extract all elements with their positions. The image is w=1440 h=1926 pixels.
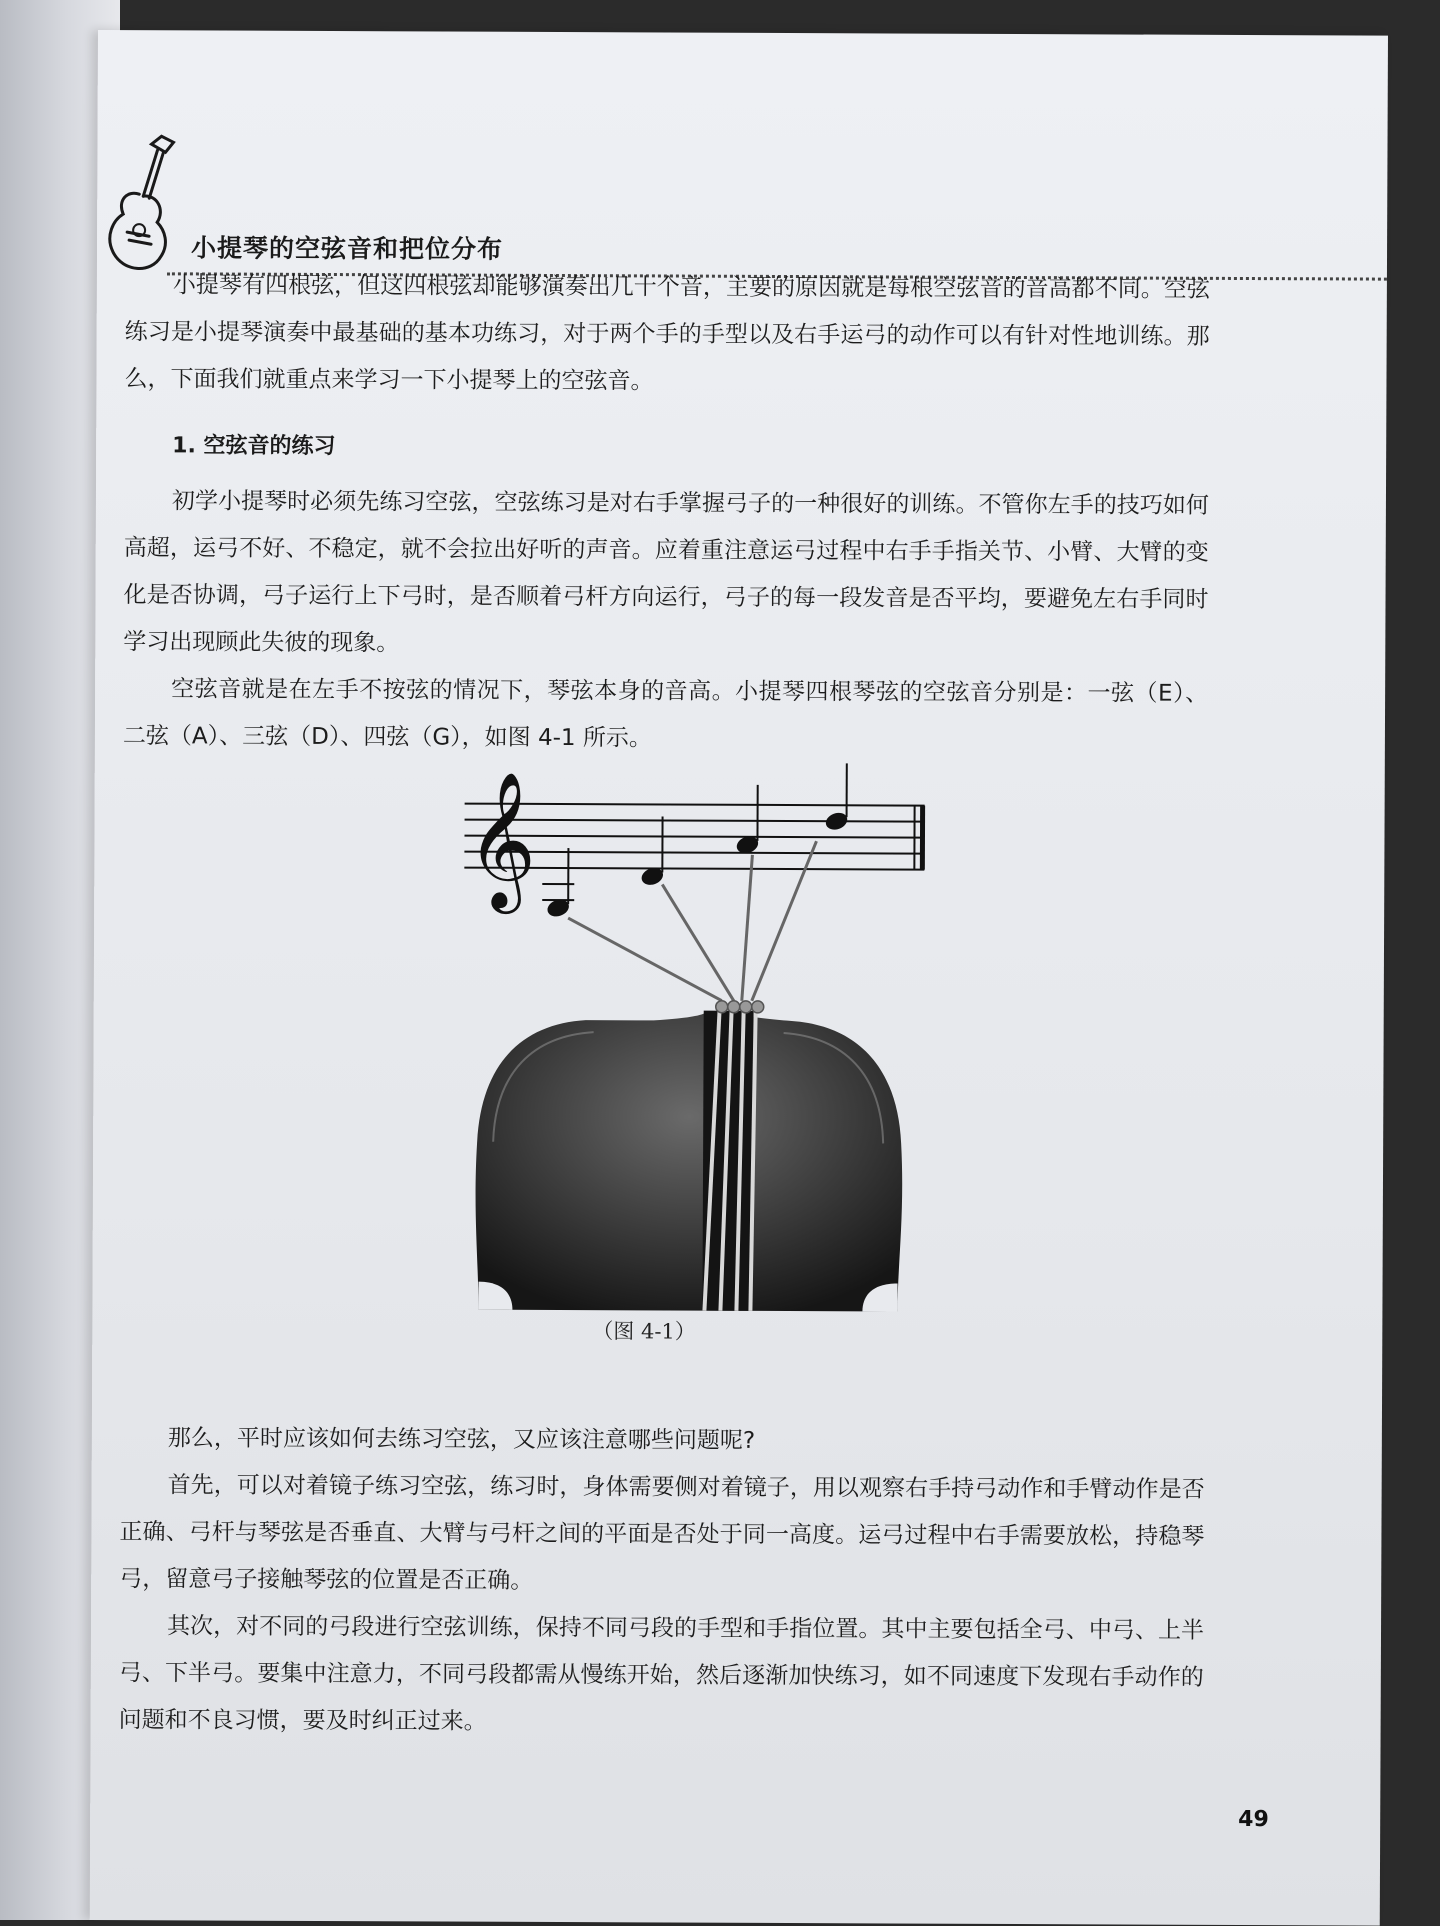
figure-caption: （图 4-1） xyxy=(592,1315,696,1345)
treble-clef-icon: 𝄞 xyxy=(466,770,536,914)
paragraph-practice: 初学小提琴时必须先练习空弦，空弦练习是对右手掌握弓子的一种很好的训练。不管你左手的技巧如何高超，运弓不好、不稳定，就不会拉出好听的声音。应着重注意运弓过程中右手手指关节、小臂、大臂的变化是否协调，弓子运行上下弓时，是否顺着弓杆方向运行，弓子的每一段发音是否平均，要避免左右手同时学习出现顾此失彼的现象。 xyxy=(123,478,1209,671)
paragraph-bow-sections: 其次，对不同的弓段进行空弦训练，保持不同弓段的手型和手指位置。其中主要包括全弓、中弓、上半弓、下半弓。要集中注意力，不同弓段都需从慢练开始，然后逐渐加快练习，如不同速度下发现右手动作的问题和不良习惯，要及时纠正过来。 xyxy=(119,1603,1205,1749)
question-paragraph: 那么，平时应该如何去练习空弦，又应该注意哪些问题呢? xyxy=(120,1415,1205,1467)
page-number: 49 xyxy=(1238,1807,1269,1832)
subheading-open-strings: 1. 空弦音的练习 xyxy=(172,428,335,460)
guitar-icon xyxy=(99,132,190,282)
book-page xyxy=(90,30,1388,1926)
note-g xyxy=(542,848,574,919)
violin-body xyxy=(475,1012,903,1312)
section-title: 小提琴的空弦音和把位分布 xyxy=(191,228,503,265)
intro-paragraph: 小提琴有四根弦，但这四根弦却能够演奏出几十个音，主要的原因就是每根空弦音的音高都不同。空弦练习是小提琴演奏中最基础的基本功练习，对于两个手的手型以及右手运弓的动作可以有针对性地训练。那么，下面我们就重点来学习一下小提琴上的空弦音。 xyxy=(124,262,1210,408)
section-header xyxy=(97,80,1388,276)
paragraph-mirror-practice: 首先，可以对着镜子练习空弦，练习时，身体需要侧对着镜子，用以观察右手持弓动作和手臂动作是否正确、弓杆与琴弦是否垂直、大臂与弓杆之间的平面是否处于同一高度。运弓过程中右手需要放松，持稳琴弓，留意弓子接触琴弦的位置是否正确。 xyxy=(119,1462,1205,1608)
note-e xyxy=(823,763,849,832)
figure-4-1 xyxy=(352,761,974,1324)
paragraph-open-string-notes: 空弦音就是在左手不按弦的情况下，琴弦本身的音高。小提琴四根琴弦的空弦音分别是：一弦（E）、二弦（A）、三弦（D）、四弦（G），如图 4-1 所示。 xyxy=(123,666,1208,765)
note-pointer-lines xyxy=(568,840,817,1001)
